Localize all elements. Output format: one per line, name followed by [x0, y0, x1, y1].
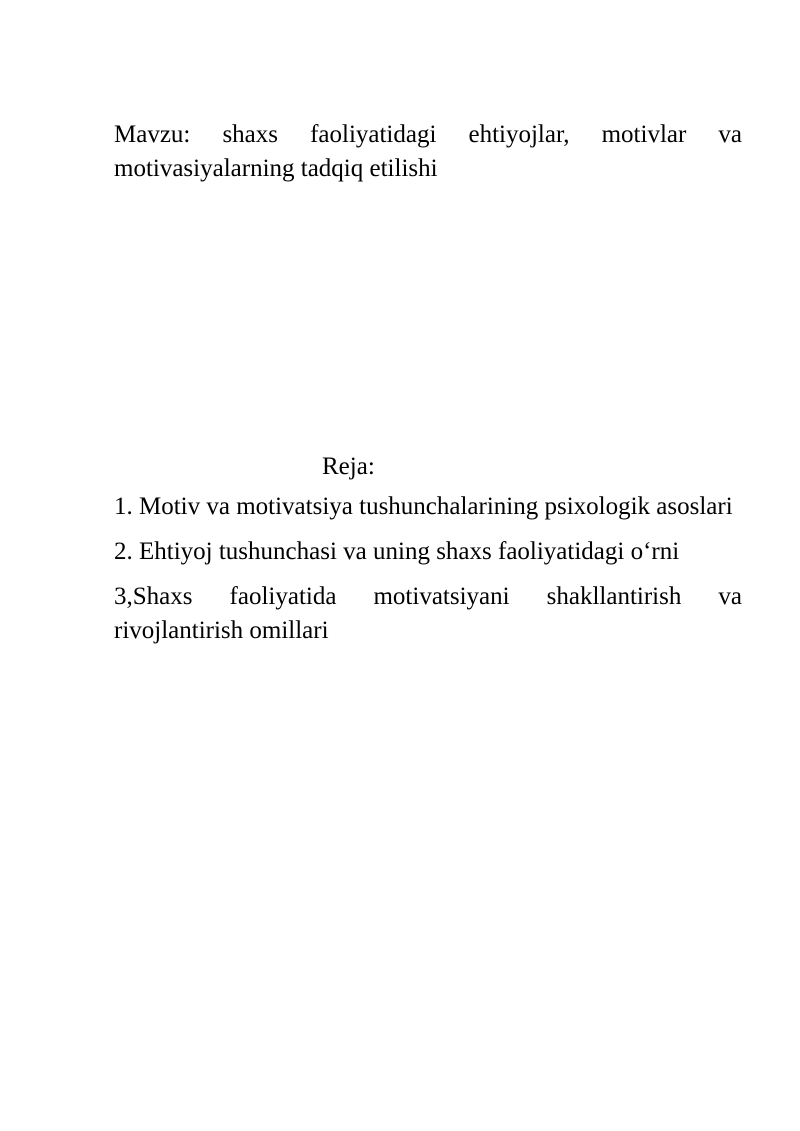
- plan-item: 1. Motiv va motivatsiya tushunchalarining psixologik asoslari: [114, 493, 733, 520]
- topic-title: Mavzu: shaxs faoliyatidagi ehtiyojlar, motivlar va motivasiyalarning tadqiq etilishi: [114, 121, 742, 182]
- plan-item: 3,Shaxs faoliyatida motivatsiyani shakllantirish va rivojlantirish omillari: [114, 583, 742, 644]
- plan-item: 2. Ehtiyoj tushunchasi va uning shaxs faoliyatidagi o‘rni: [114, 538, 680, 565]
- plan-list: [114, 490, 742, 659]
- plan-heading: Reja:: [322, 453, 375, 480]
